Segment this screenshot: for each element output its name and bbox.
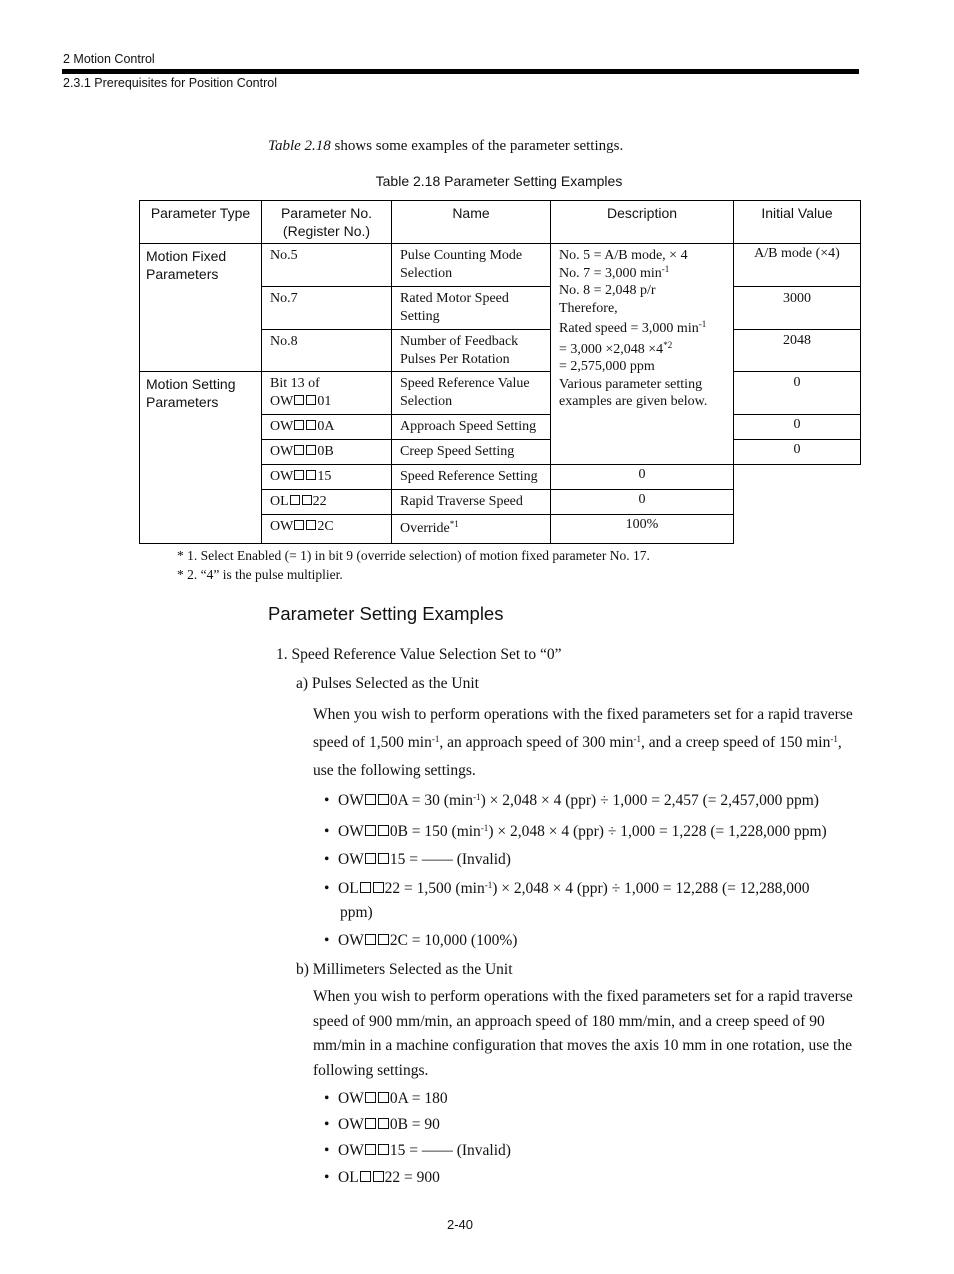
placeholder-box-icon xyxy=(294,445,304,455)
initial-value-cell: 100% xyxy=(551,514,734,543)
desc-line: = $3,000 \times 2,048 \times 4^{*2}$ xyxy=(559,339,673,357)
paragraph-a: When you wish to perform operations with the fixed parameters set for a rapid traverse speed of 1,500 $\min^{-1}$, an approach speed of 300 $\min^{-1}$, and a creep speed of 150 $\min^{-1}$, use the following settings. xyxy=(313,706,853,779)
header-parameter-type: Parameter Type xyxy=(140,201,262,244)
placeholder-box-icon xyxy=(360,1171,371,1182)
page-number: 2-40 xyxy=(447,1217,474,1232)
header-name: Name xyxy=(392,201,551,244)
desc-line: Therefore, xyxy=(559,300,618,316)
placeholder-box-icon xyxy=(302,495,312,505)
bullet-icon: • xyxy=(324,792,330,809)
param-name-cell: Creep Speed Setting xyxy=(392,439,551,464)
placeholder-box-icon xyxy=(378,794,389,805)
desc-line: No. 5 = A/B mode, × 4 xyxy=(559,248,688,263)
bullet-icon: • xyxy=(324,1142,330,1159)
param-name-cell: Approach Speed Setting xyxy=(392,415,551,440)
param-name-cell: Speed Reference Value Selection xyxy=(392,372,551,415)
placeholder-box-icon xyxy=(294,395,304,405)
subitem-b: b) Millimeters Selected as the Unit xyxy=(296,961,513,978)
initial-value-cell: 0 xyxy=(551,489,734,514)
placeholder-box-icon xyxy=(306,470,316,480)
desc-line: Rated speed = 3,000 $\min^{-1}$ xyxy=(559,319,707,336)
bullet-icon: • xyxy=(324,1090,330,1107)
initial-value-cell: 3000 xyxy=(734,287,861,330)
placeholder-box-icon xyxy=(378,1092,389,1103)
placeholder-box-icon xyxy=(294,520,304,530)
group-motion-fixed: Motion Fixed Parameters xyxy=(140,244,262,372)
placeholder-box-icon xyxy=(365,1118,376,1129)
numbered-item-1: 1. Speed Reference Value Selection Set to “0” xyxy=(276,646,562,663)
placeholder-box-icon xyxy=(365,794,376,805)
placeholder-box-icon xyxy=(365,1144,376,1155)
param-no-cell: OW 0A xyxy=(262,415,392,440)
header-rule xyxy=(62,69,859,74)
placeholder-box-icon xyxy=(365,934,376,945)
param-no-cell: No.7 xyxy=(262,287,392,330)
footnote-1: * 1. Select Enabled (= 1) in bit 9 (override selection) of motion fixed parameter No. 17. xyxy=(177,548,650,563)
param-no-cell: Bit 13 of OW 01 xyxy=(262,372,392,415)
table-caption: Table 2.18 Parameter Setting Examples xyxy=(375,173,623,189)
bullet-icon: • xyxy=(324,823,330,840)
param-name-cell: Pulse Counting Mode Selection xyxy=(392,244,551,287)
initial-value-cell: 0 xyxy=(734,372,861,415)
placeholder-box-icon xyxy=(360,882,371,893)
bullet-icon: • xyxy=(324,851,330,868)
subitem-a: a) Pulses Selected as the Unit xyxy=(296,675,479,692)
running-header-chapter: 2 Motion Control xyxy=(63,52,155,66)
placeholder-box-icon xyxy=(365,1092,376,1103)
parameter-table xyxy=(139,200,861,544)
group-motion-setting: Motion Setting Parameters xyxy=(140,372,262,544)
placeholder-box-icon xyxy=(373,1171,384,1182)
param-no-cell: No.5 xyxy=(262,244,392,287)
param-no-cell: OW 15 xyxy=(262,464,392,489)
section-title: Parameter Setting Examples xyxy=(268,603,504,624)
initial-value-cell: A/B mode (×4) xyxy=(734,244,861,287)
placeholder-box-icon xyxy=(378,1118,389,1129)
table-reference[interactable]: Table 2.18 xyxy=(268,138,331,154)
header-parameter-no: Parameter No. (Register No.) xyxy=(262,201,392,244)
intro-text: shows some examples of the parameter settings. xyxy=(330,138,624,154)
placeholder-box-icon xyxy=(378,853,389,864)
desc-line: No. 7 = 3,000 $\min^{-1}$ xyxy=(559,263,670,281)
desc-line: = 2,575,000 ppm xyxy=(559,359,655,374)
table-row xyxy=(140,244,861,287)
param-name-cell: Rated Motor Speed Setting xyxy=(392,287,551,330)
placeholder-box-icon xyxy=(294,420,304,430)
param-no-cell: No.8 xyxy=(262,330,392,372)
desc-line: Various parameter setting examples are given below. xyxy=(559,376,708,409)
initial-value-cell: 2048 xyxy=(734,330,861,372)
initial-value-cell: 0 xyxy=(551,464,734,489)
bullet-icon: • xyxy=(324,932,330,949)
param-no-cell: OW 2C xyxy=(262,514,392,543)
param-name-cell: Speed Reference Setting xyxy=(392,464,551,489)
table-row xyxy=(140,372,861,415)
placeholder-box-icon xyxy=(365,853,376,864)
param-no-cell: OW 0B xyxy=(262,439,392,464)
placeholder-box-icon xyxy=(378,825,389,836)
placeholder-box-icon xyxy=(378,934,389,945)
param-no-cell: OL 22 xyxy=(262,489,392,514)
initial-value-cell: 0 xyxy=(734,439,861,464)
placeholder-box-icon xyxy=(378,1144,389,1155)
placeholder-box-icon xyxy=(306,395,316,405)
bullet-icon: • xyxy=(324,1116,330,1133)
placeholder-box-icon xyxy=(306,445,316,455)
desc-line: No. 8 = 2,048 p/r xyxy=(559,283,656,298)
placeholder-box-icon xyxy=(365,825,376,836)
header-initial-value: Initial Value xyxy=(734,201,861,244)
placeholder-box-icon xyxy=(306,420,316,430)
initial-value-cell: 0 xyxy=(734,415,861,440)
intro-sentence xyxy=(268,138,623,155)
param-name-cell: Number of Feedback Pulses Per Rotation xyxy=(392,330,551,372)
description-cell xyxy=(551,244,734,465)
header-description: Description xyxy=(551,201,734,244)
placeholder-box-icon xyxy=(294,470,304,480)
placeholder-box-icon xyxy=(373,882,384,893)
paragraph-b: When you wish to perform operations with the fixed parameters set for a rapid traverse speed of 900 mm/min, an approach speed of 180 mm/min, and a creep speed of 90 mm/min in a machine configuration that moves the axis 10 mm in one rotation, use the following settings. xyxy=(313,988,853,1079)
placeholder-box-icon xyxy=(290,495,300,505)
footnote-2: * 2. “4” is the pulse multiplier. xyxy=(177,567,343,582)
bullet-icon: • xyxy=(324,880,330,897)
placeholder-box-icon xyxy=(306,520,316,530)
bullet-icon: • xyxy=(324,1169,330,1186)
param-name-cell: Rapid Traverse Speed xyxy=(392,489,551,514)
running-header-section: 2.3.1 Prerequisites for Position Control xyxy=(63,76,277,90)
param-name-cell: Override$^{*1}$ xyxy=(392,514,551,543)
table-header-row xyxy=(140,201,861,244)
